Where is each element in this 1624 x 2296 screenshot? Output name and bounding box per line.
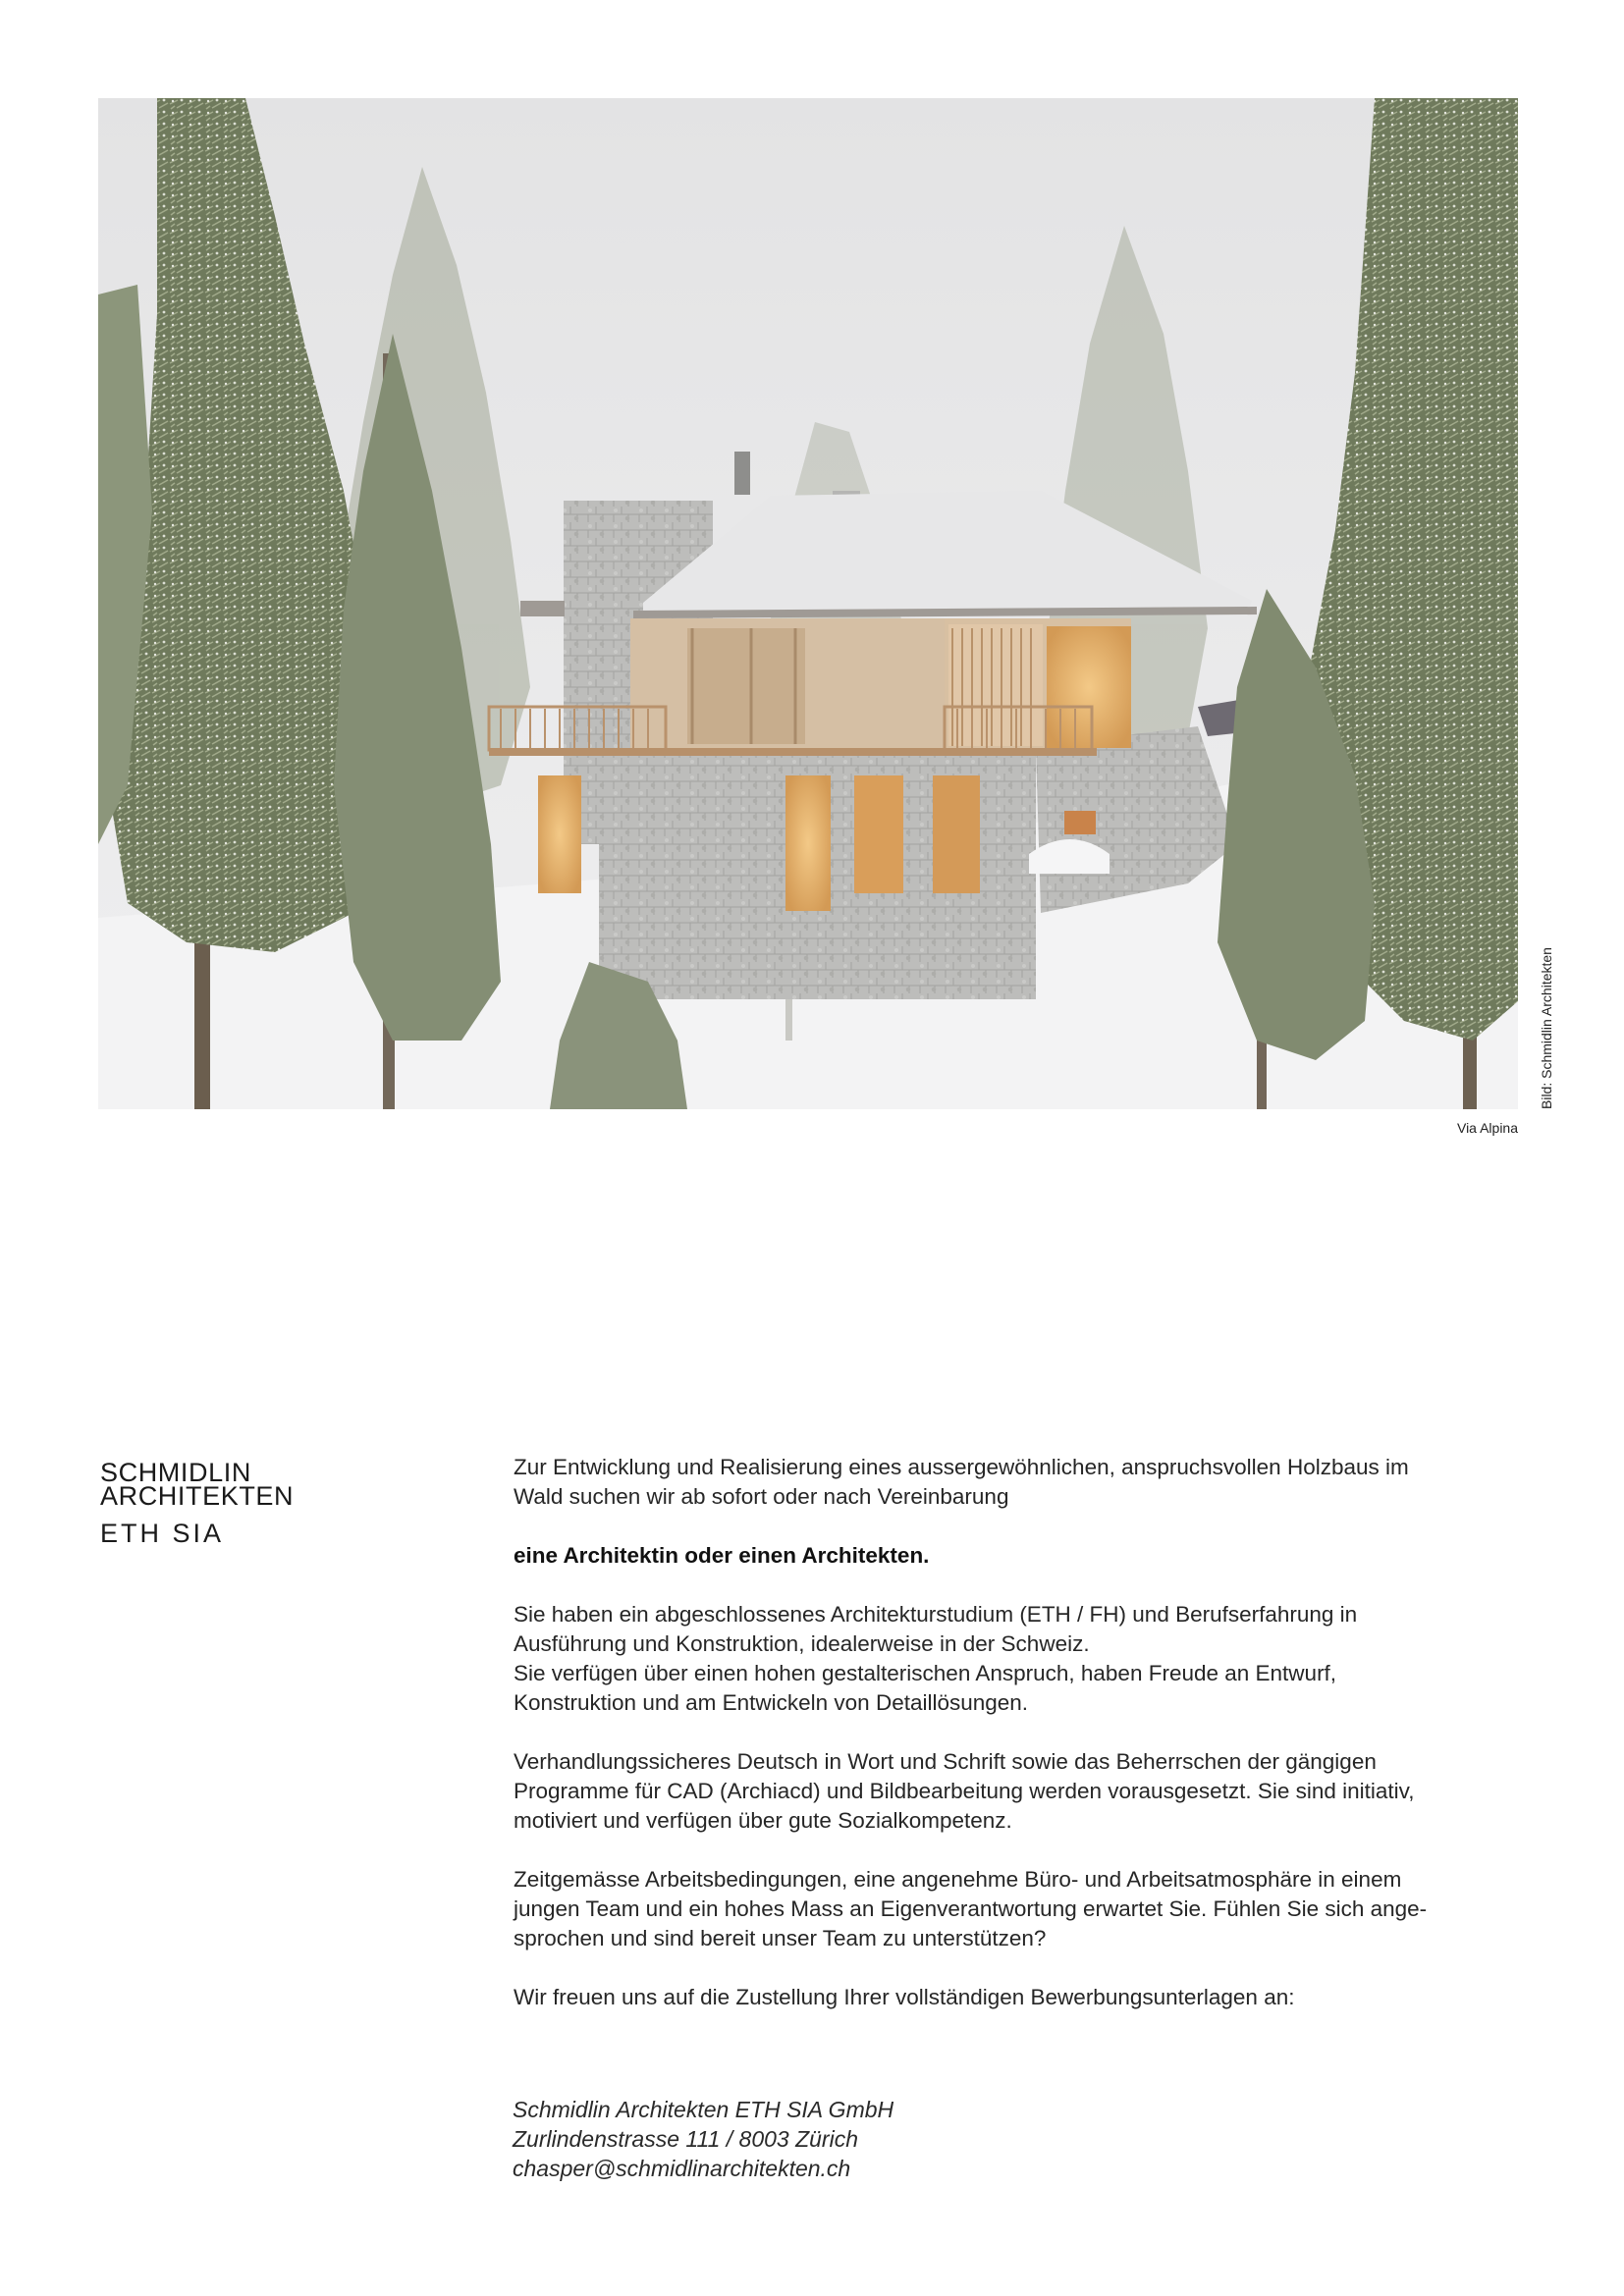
image-credit: Bild: Schmidlin Architekten — [1539, 947, 1554, 1109]
contact-email[interactable]: chasper@schmidlinarchitekten.ch — [513, 2156, 851, 2181]
job-headline: eine Architektin oder einen Architekten. — [514, 1543, 930, 1568]
text-line: Programme für CAD (Archiacd) und Bildbearbeitung werden vorausgesetzt. Sie sind initiativ, — [514, 1779, 1415, 1803]
text-line: motiviert und verfügen über gute Sozialkompetenz. — [514, 1808, 1012, 1833]
text-line: Sie verfügen über einen hohen gestalterischen Anspruch, haben Freude an Entwurf, — [514, 1661, 1337, 1685]
text-line: sprochen und sind bereit unser Team zu unterstützen? — [514, 1926, 1047, 1950]
headline-paragraph — [514, 1541, 1525, 1571]
text-line: Wald suchen wir ab sofort oder nach Vereinbarung — [514, 1484, 1009, 1509]
logo-line-1: SCHMIDLIN — [100, 1458, 251, 1487]
text-line: Verhandlungssicheres Deutsch in Wort und Schrift sowie das Beherrschen der gängigen — [514, 1749, 1377, 1774]
image-caption: Via Alpina — [1456, 1120, 1518, 1136]
intro-paragraph — [514, 1453, 1525, 1512]
text-line: Ausführung und Konstruktion, idealerweise in der Schweiz. — [514, 1631, 1090, 1656]
profile-paragraph — [514, 1600, 1525, 1718]
job-advertisement — [514, 1453, 1525, 2042]
requirements-paragraph — [514, 1747, 1525, 1836]
text-line: Wir freuen uns auf die Zustellung Ihrer vollständigen Bewerbungsunterlagen an: — [514, 1985, 1295, 2009]
contact-block — [513, 2095, 893, 2183]
closing-paragraph — [514, 1983, 1525, 2012]
offer-paragraph — [514, 1865, 1525, 1953]
text-line: Sie haben ein abgeschlossenes Architekturstudium (ETH / FH) und Berufserfahrung in — [514, 1602, 1358, 1627]
hero-rendering — [98, 98, 1518, 1109]
contact-company: Schmidlin Architekten ETH SIA GmbH — [513, 2097, 894, 2122]
text-line: Konstruktion und am Entwickeln von Detaillösungen. — [514, 1690, 1029, 1715]
text-line: jungen Team und ein hohes Mass an Eigenverantwortung erwartet Sie. Fühlen Sie sich ange- — [514, 1896, 1428, 1921]
text-line: Zeitgemässe Arbeitsbedingungen, eine angenehme Büro- und Arbeitsatmosphäre in einem — [514, 1867, 1402, 1892]
text-line: Zur Entwicklung und Realisierung eines aussergewöhnlichen, anspruchsvollen Holzbaus im — [514, 1455, 1409, 1479]
contact-address: Zurlindenstrasse 111 / 8003 Zürich — [513, 2126, 858, 2152]
logo-line-3: ETH SIA — [100, 1519, 225, 1548]
logo-line-2: ARCHITEKTEN — [100, 1481, 295, 1511]
rendering-illustration — [98, 98, 1518, 1109]
firm-logo — [100, 1458, 295, 1548]
